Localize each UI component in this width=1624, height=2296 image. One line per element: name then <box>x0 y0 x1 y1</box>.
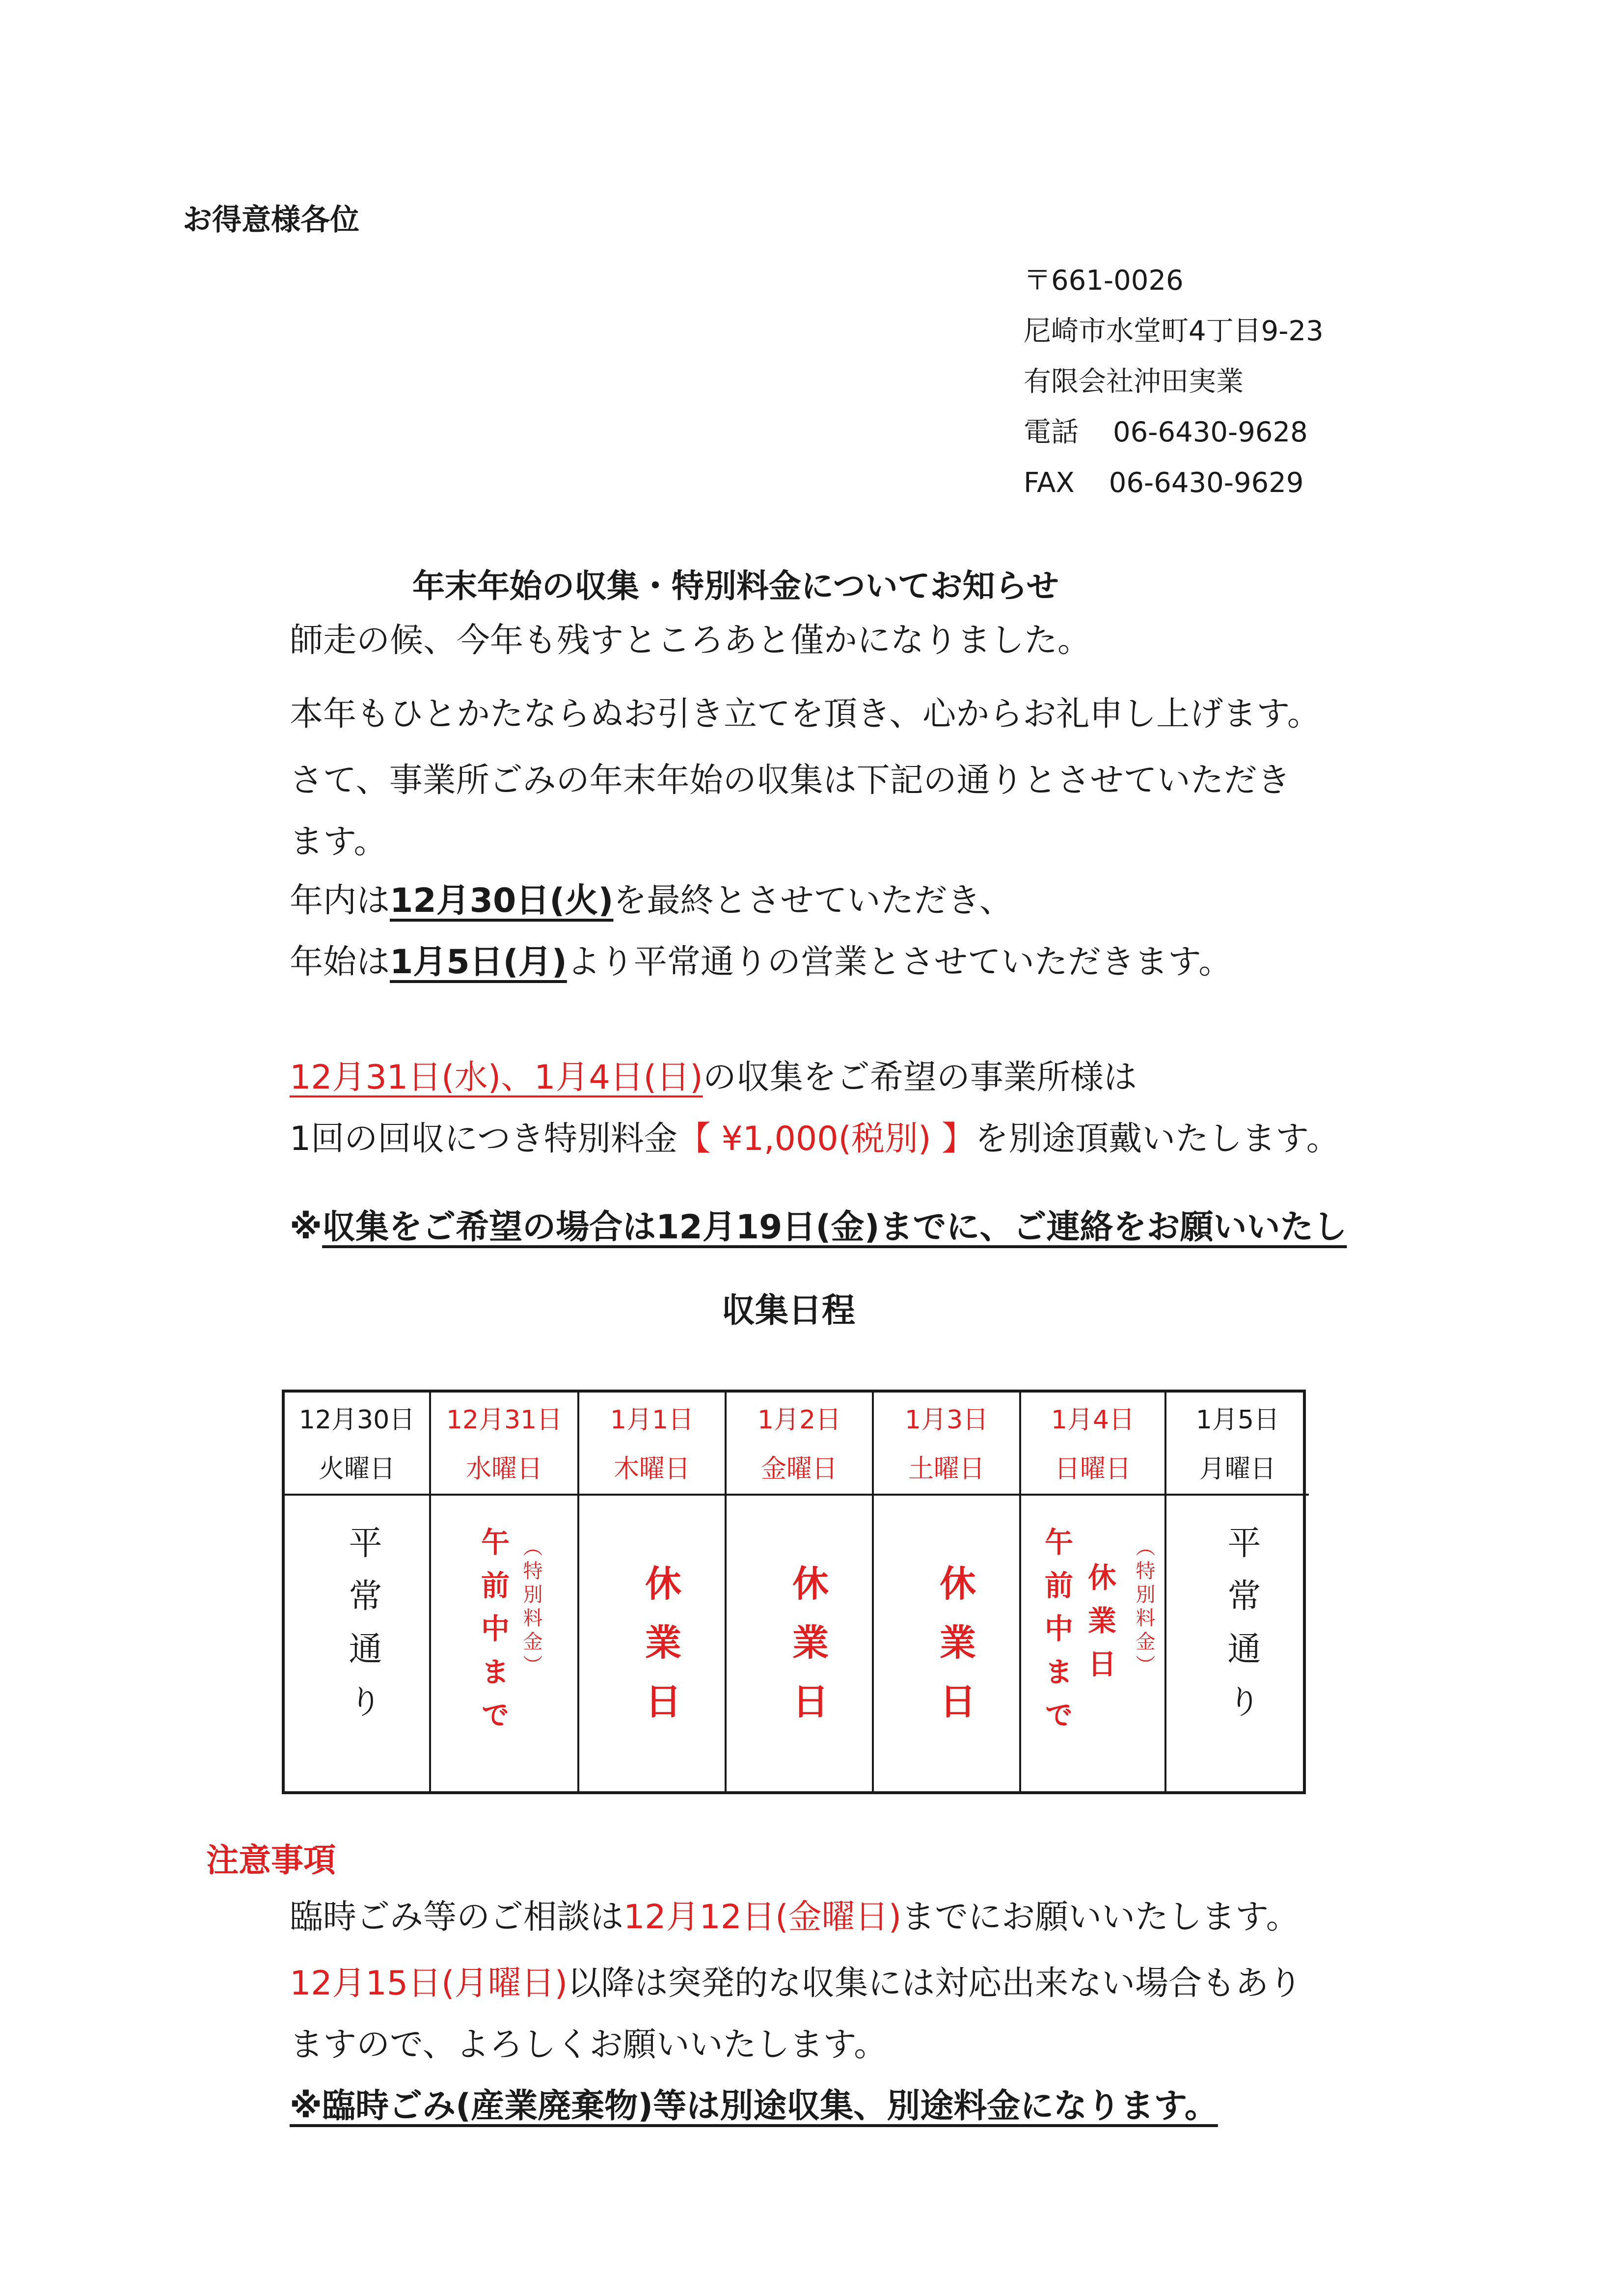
col-date: 1月3日 <box>904 1405 989 1435</box>
schedule-col-jan5 <box>1166 1393 1309 1791</box>
recipient: お得意様各位 <box>183 203 359 237</box>
last-day-date: 12月30日(火) <box>390 881 614 920</box>
special-fee: 【 ¥1,000(税別) 】 <box>677 1120 975 1158</box>
col-status: 休業日 <box>934 1564 976 1741</box>
caution-line-1 <box>290 1890 1299 1938</box>
notice-title: 年末年始の収集・特別料金についてお知らせ <box>412 567 1059 605</box>
col-status: 午前中まで <box>1040 1527 1073 1743</box>
tel-number: 06-6430-9628 <box>1113 416 1308 448</box>
first-day-date: 1月5日(月) <box>390 943 567 982</box>
sender-company: 有限会社沖田実業 <box>1024 366 1244 398</box>
col-weekday: 月曜日 <box>1199 1454 1276 1484</box>
col-weekday: 金曜日 <box>760 1454 838 1484</box>
caution-line-3: ますので、よろしくお願いいたします。 <box>290 2025 888 2064</box>
col-header <box>431 1393 577 1496</box>
col-weekday: 土曜日 <box>908 1454 985 1484</box>
schedule-col-jan3 <box>874 1393 1021 1791</box>
col-weekday: 火曜日 <box>318 1454 395 1484</box>
col-date: 1月1日 <box>610 1405 694 1435</box>
line5-prefix: 年内は <box>290 881 390 920</box>
caution-line-2 <box>290 1957 1302 2004</box>
col-body <box>874 1496 1019 1791</box>
body-line-5 <box>290 874 1013 922</box>
schedule-col-jan4 <box>1021 1393 1166 1791</box>
col-status: 休業日 <box>786 1564 829 1741</box>
body-line-2: 本年もひとかたならぬお引き立てを頂き、心からお礼申し上げます。 <box>290 695 1321 734</box>
body-line-6 <box>290 935 1232 983</box>
col-body <box>579 1496 725 1791</box>
caution-line-4: ※臨時ごみ(産業廃棄物)等は別途収集、別途料金になります。 <box>290 2087 1218 2126</box>
consult-deadline: 12月12日(金曜日) <box>623 1898 902 1937</box>
schedule-col-dec31 <box>431 1393 579 1791</box>
sender-fax <box>1024 458 1324 508</box>
body-line-1: 師走の候、今年も残すところあと僅かになりました。 <box>290 621 1091 660</box>
special-dates: 12月31日(水)、1月4日(日) <box>290 1058 703 1097</box>
line7-suffix: の収集をご希望の事業所様は <box>703 1058 1137 1097</box>
schedule-table <box>282 1390 1306 1794</box>
col-header <box>285 1393 429 1496</box>
col-special-fee-note: （特別料金） <box>520 1537 542 1678</box>
col-body <box>1021 1496 1164 1791</box>
line6-suffix: より平常通りの営業とさせていただきます。 <box>567 943 1232 982</box>
col-date: 1月5日 <box>1195 1405 1280 1435</box>
sender-address: 尼崎市水堂町4丁目9-23 <box>1024 315 1324 347</box>
caution1-suffix: までにお願いいたします。 <box>901 1898 1299 1937</box>
contact-deadline-notice <box>290 1201 1347 1248</box>
col-special-fee-note: （特別料金） <box>1133 1537 1155 1678</box>
schedule-col-jan1 <box>579 1393 727 1791</box>
line5-suffix: を最終とさせていただき、 <box>613 881 1013 920</box>
col-body <box>727 1496 872 1791</box>
col-weekday: 木曜日 <box>613 1454 690 1484</box>
sender-tel <box>1024 407 1324 458</box>
line8-suffix: を別途頂戴いたします。 <box>975 1120 1340 1158</box>
caution-title: 注意事項 <box>206 1841 336 1879</box>
col-status: 休業日 <box>639 1564 681 1741</box>
col-weekday: 水曜日 <box>465 1454 542 1484</box>
notice-text: 収集をご希望の場合は12月19日(金)までに、ご連絡をお願いいたし <box>322 1208 1347 1247</box>
schedule-col-dec30 <box>285 1393 431 1791</box>
caution1-prefix: 臨時ごみ等のご相談は <box>290 1898 624 1937</box>
body-line-8 <box>290 1112 1340 1160</box>
col-date: 12月30日 <box>298 1405 415 1435</box>
col-header <box>874 1393 1019 1496</box>
col-date: 1月4日 <box>1051 1405 1135 1435</box>
col-date: 12月31日 <box>446 1405 563 1435</box>
fax-number: 06-6430-9629 <box>1109 467 1304 499</box>
fax-label: FAX <box>1024 467 1075 499</box>
line8-prefix: 1回の回収につき特別料金 <box>290 1120 677 1158</box>
col-header <box>1021 1393 1164 1496</box>
col-status: 平常通り <box>343 1525 382 1737</box>
body-line-3: さて、事業所ごみの年末年始の収集は下記の通りとさせていただき <box>290 761 1291 800</box>
schedule-col-jan2 <box>727 1393 874 1791</box>
schedule-title: 収集日程 <box>722 1291 856 1330</box>
cutoff-date: 12月15日(月曜日) <box>290 1964 568 2003</box>
col-header <box>579 1393 725 1496</box>
body-line-4: ます。 <box>290 822 387 861</box>
sender-postal: 〒661-0026 <box>1024 265 1184 297</box>
sender-block <box>1024 255 1324 508</box>
col-header <box>727 1393 872 1496</box>
col-status: 平常通り <box>1222 1525 1261 1737</box>
tel-label: 電話 <box>1024 416 1079 448</box>
col-body <box>285 1496 429 1791</box>
col-status-2: 休業日 <box>1083 1562 1116 1692</box>
col-weekday: 日曜日 <box>1054 1454 1131 1484</box>
col-status: 午前中まで <box>476 1527 510 1743</box>
col-date: 1月2日 <box>757 1405 841 1435</box>
col-body <box>1166 1496 1309 1791</box>
notice-mark: ※ <box>290 1208 323 1247</box>
body-line-7 <box>290 1051 1137 1098</box>
line6-prefix: 年始は <box>290 943 390 982</box>
caution2-suffix: 以降は突発的な収集には対応出来ない場合もあり <box>568 1964 1302 2003</box>
col-body <box>431 1496 577 1791</box>
col-header <box>1166 1393 1309 1496</box>
